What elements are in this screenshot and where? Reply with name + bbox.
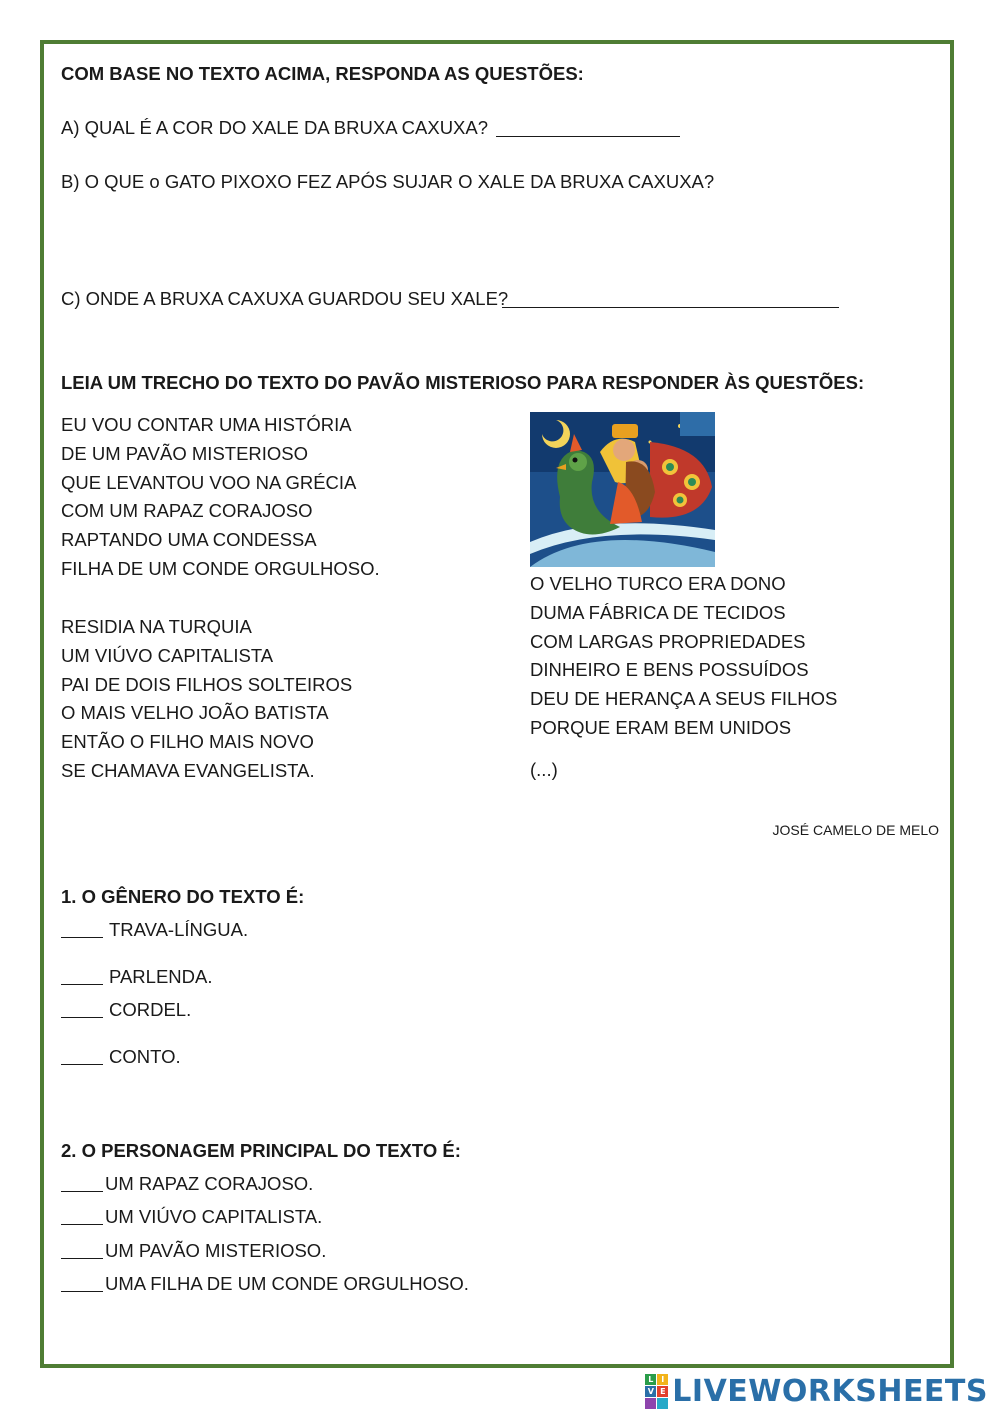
poem-line: COM LARGAS PROPRIEDADES (530, 630, 806, 652)
poem-line: SE CHAMAVA EVANGELISTA. (61, 759, 315, 781)
answer-blank[interactable] (61, 919, 103, 938)
option-label: CORDEL. (109, 999, 192, 1020)
option-label: UM VIÚVO CAPITALISTA. (105, 1206, 323, 1227)
poem-line: DUMA FÁBRICA DE TECIDOS (530, 601, 786, 623)
answer-blank[interactable] (61, 1173, 103, 1192)
poem-line: RESIDIA NA TURQUIA (61, 616, 252, 637)
peacock-image (530, 412, 715, 567)
answer-line-a[interactable] (496, 136, 680, 137)
option-label: UMA FILHA DE UM CONDE ORGULHOSO. (105, 1273, 469, 1294)
poem-line: RAPTANDO UMA CONDESSA (61, 529, 317, 551)
option-label: UM RAPAZ CORAJOSO. (105, 1173, 314, 1194)
liveworksheets-brand: LIVEWORKSHEETS (672, 1373, 988, 1409)
poem-line: PAI DE DOIS FILHOS SOLTEIROS (61, 673, 353, 695)
answer-line-c[interactable] (502, 307, 839, 308)
option-label: PARLENDA. (109, 966, 213, 987)
poem-ellipsis: (...) (530, 759, 558, 780)
question2-option[interactable] (61, 1172, 313, 1196)
question2-option[interactable] (61, 1239, 326, 1263)
question1-option[interactable] (61, 965, 213, 989)
liveworksheets-logo-icon (645, 1374, 668, 1409)
poem-line: DE UM PAVÃO MISTERIOSO (61, 442, 309, 464)
option-label: CONTO. (109, 1046, 181, 1067)
logo-tile (645, 1398, 656, 1409)
option-label: UM PAVÃO MISTERIOSO. (105, 1240, 327, 1261)
question2-title: 2. O PERSONAGEM PRINCIPAL DO TEXTO É: (61, 1140, 461, 1161)
question1-option[interactable] (61, 918, 248, 942)
answer-blank[interactable] (61, 966, 103, 985)
poem-line: FILHA DE UM CONDE ORGULHOSO. (61, 557, 380, 579)
question1-option[interactable] (61, 1045, 181, 1069)
poem-stanza-2 (61, 613, 352, 786)
question2-option[interactable] (61, 1272, 469, 1296)
poem-line: O VELHO TURCO ERA DONO (530, 573, 786, 594)
poem-line: UM VIÚVO CAPITALISTA (61, 644, 274, 666)
option-label: TRAVA-LÍNGUA. (109, 919, 249, 940)
poem-stanza-1 (61, 411, 380, 584)
poem-author: JOSÉ CAMELO DE MELO (772, 822, 939, 838)
logo-tile: V (645, 1386, 656, 1397)
poem-line: COM UM RAPAZ CORAJOSO (61, 500, 313, 522)
section1-heading: COM BASE NO TEXTO ACIMA, RESPONDA AS QUESTÕES: (61, 63, 584, 84)
question1-option[interactable] (61, 998, 191, 1022)
question-b: B) O QUE o GATO PIXOXO FEZ APÓS SUJAR O XALE DA BRUXA CAXUXA? (61, 171, 715, 192)
logo-tile (657, 1398, 668, 1409)
poem-stanza-3 (530, 570, 837, 743)
poem-line: EU VOU CONTAR UMA HISTÓRIA (61, 414, 352, 435)
question1-title: 1. O GÊNERO DO TEXTO É: (61, 886, 305, 907)
question-c: C) ONDE A BRUXA CAXUXA GUARDOU SEU XALE? (61, 288, 509, 309)
answer-blank[interactable] (61, 999, 103, 1018)
liveworksheets-logo[interactable] (645, 1374, 988, 1408)
logo-tile: L (645, 1374, 656, 1385)
answer-blank[interactable] (61, 1206, 103, 1225)
poem-line: QUE LEVANTOU VOO NA GRÉCIA (61, 471, 357, 493)
poem-line: DINHEIRO E BENS POSSUÍDOS (530, 659, 809, 681)
poem-line: DEU DE HERANÇA A SEUS FILHOS (530, 688, 838, 710)
poem-line: O MAIS VELHO JOÃO BATISTA (61, 702, 329, 724)
answer-blank[interactable] (61, 1046, 103, 1065)
question2-option[interactable] (61, 1205, 322, 1229)
logo-tile: E (657, 1386, 668, 1397)
section2-heading: LEIA UM TRECHO DO TEXTO DO PAVÃO MISTERIOSO PARA RESPONDER ÀS QUESTÕES: (61, 372, 865, 393)
peacock-illustration (530, 412, 715, 567)
logo-tile: I (657, 1374, 668, 1385)
poem-line: PORQUE ERAM BEM UNIDOS (530, 716, 792, 738)
question-a: A) QUAL É A COR DO XALE DA BRUXA CAXUXA? (61, 117, 489, 138)
answer-blank[interactable] (61, 1240, 103, 1259)
poem-line: ENTÃO O FILHO MAIS NOVO (61, 731, 314, 753)
answer-blank[interactable] (61, 1273, 103, 1292)
